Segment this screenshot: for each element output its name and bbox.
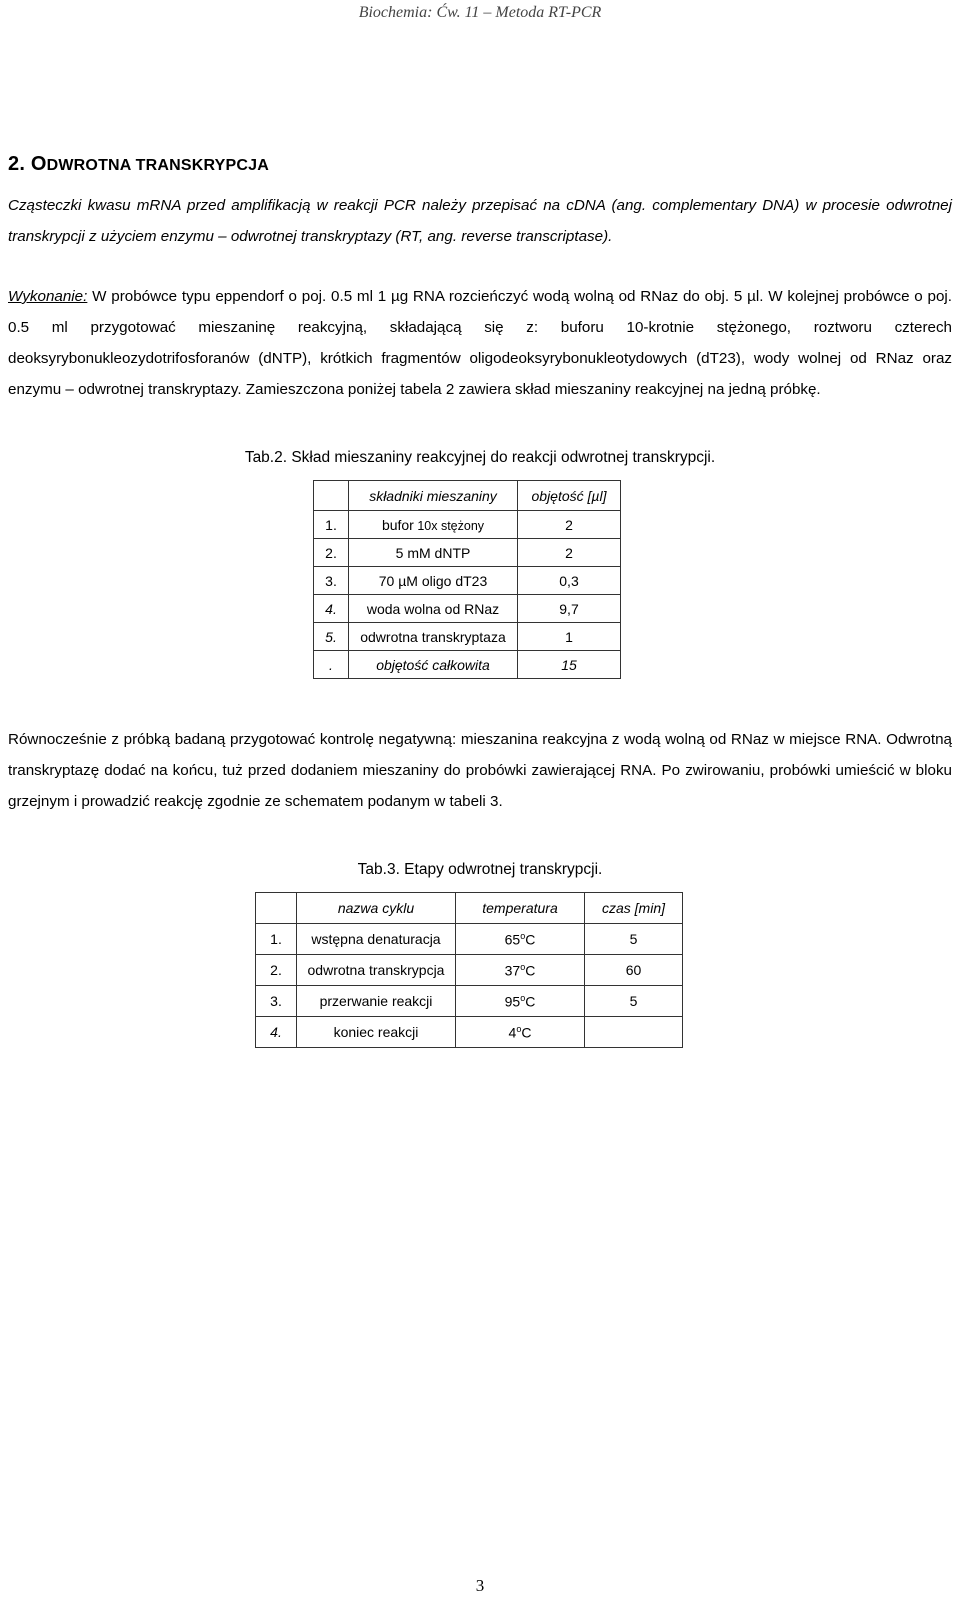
cycle-name: koniec reakcji: [297, 1017, 456, 1048]
row-number: 2.: [314, 539, 349, 567]
table-row: [314, 595, 621, 623]
table-header-row: [256, 893, 683, 924]
duration: 60: [585, 955, 683, 986]
section-number: 2.: [8, 153, 31, 175]
table2-caption: Tab.2. Skład mieszaniny reakcyjnej do reakcji odwrotnej transkrypcji.: [244, 449, 716, 466]
header-cell: nazwa cyklu: [297, 893, 456, 924]
table2-composition: [313, 480, 621, 679]
header-cell: czas [min]: [585, 893, 683, 924]
header-cell: objętość [µl]: [518, 481, 621, 511]
row-number: 3.: [256, 986, 297, 1017]
table-row: [314, 511, 621, 539]
component-volume: 15: [518, 651, 621, 679]
table-header-row: [314, 481, 621, 511]
component-name: bufor 10x stężony: [349, 511, 518, 539]
component-name: 5 mM dNTP: [349, 539, 518, 567]
table-row: [314, 539, 621, 567]
table-row: [256, 924, 683, 955]
row-number: 4.: [314, 595, 349, 623]
row-number: 2.: [256, 955, 297, 986]
section-title-rest: DWROTNA TRANSKRYPCJA: [46, 157, 269, 174]
header-cell: [256, 893, 297, 924]
table-row: [314, 623, 621, 651]
component-volume: 9,7: [518, 595, 621, 623]
temperature: 4$^o$C: [456, 1017, 585, 1048]
control-paragraph: Równocześnie z próbką badaną przygotować kontrolę negatywną: mieszanina reakcyjna z wodą wolną od RNaz w miejsce RNA. Odwrotną transkryptazę dodać na końcu, tuż przed dodaniem mieszaniny do probówki zawierającej RNA. Po zwirowaniu, probówki umieścić w bloku grzejnym i prowadzić reakcję zgodnie ze schematem podanym w tabeli 3.: [8, 731, 952, 810]
cycle-name: wstępna denaturacja: [297, 924, 456, 955]
duration: 5: [585, 924, 683, 955]
table3-caption: Tab.3. Etapy odwrotnej transkrypcji.: [357, 861, 603, 878]
duration: [585, 1017, 683, 1048]
component-volume: 2: [518, 511, 621, 539]
header-cell: [314, 481, 349, 511]
table-row: [256, 955, 683, 986]
component-name: odwrotna transkryptaza: [349, 623, 518, 651]
intro-paragraph: Cząsteczki kwasu mRNA przed amplifikacją w reakcji PCR należy przepisać na cDNA (ang. complementary DNA) w procesie odwrotnej transkrypcji z użyciem enzymu – odwrotnej transkryptazy (RT, ang. reverse transcriptase).: [8, 197, 952, 245]
header-cell: temperatura: [456, 893, 585, 924]
header-cell: składniki mieszaniny: [349, 481, 518, 511]
cycle-name: odwrotna transkrypcja: [297, 955, 456, 986]
row-number: 1.: [256, 924, 297, 955]
page-number: 3: [475, 1576, 485, 1595]
component-volume: 2: [518, 539, 621, 567]
temperature: 65$^o$C: [456, 924, 585, 955]
component-volume: 0,3: [518, 567, 621, 595]
component-name: objętość całkowita: [349, 651, 518, 679]
cycle-name: przerwanie reakcji: [297, 986, 456, 1017]
table-row-total: [314, 651, 621, 679]
procedure-paragraph: [8, 281, 952, 405]
component-name: 70 µM oligo dT23: [349, 567, 518, 595]
component-volume: 1: [518, 623, 621, 651]
row-number: 3.: [314, 567, 349, 595]
temperature: 95$^o$C: [456, 986, 585, 1017]
table-row: [314, 567, 621, 595]
table3-stages: [255, 892, 683, 1048]
procedure-text: W probówce typu eppendorf o poj. 0.5 ml 1 µg RNA rozcieńczyć wodą wolną od RNaz do obj. 5 µl. W kolejnej probówce o poj. 0.5 ml przygotować mieszaninę reakcyjną, składającą się z: buforu 10-krotnie stężonego, roztworu czterech deoksyrybonukleozydotrifosforanów (dNTP), krótkich fragmentów oligodeoksyrybonukleotydowych (dT23), wody wolnej od RNaz oraz enzymu – odwrotnej transkryptazy. Zamieszczona poniżej tabela 2 zawiera skład mieszaniny reakcyjnej na jedną próbkę.: [8, 288, 952, 398]
section-title: [8, 153, 269, 176]
section-title-initial: O: [30, 153, 47, 175]
table-row: [256, 1017, 683, 1048]
duration: 5: [585, 986, 683, 1017]
procedure-label: Wykonanie:: [8, 288, 88, 305]
row-number: 5.: [314, 623, 349, 651]
table-row: [256, 986, 683, 1017]
running-header: Biochemia: Ćw. 11 – Metoda RT-PCR: [358, 4, 602, 21]
temperature: 37$^o$C: [456, 955, 585, 986]
row-number: 1.: [314, 511, 349, 539]
row-number: 4.: [256, 1017, 297, 1048]
row-number: .: [314, 651, 349, 679]
component-name: woda wolna od RNaz: [349, 595, 518, 623]
